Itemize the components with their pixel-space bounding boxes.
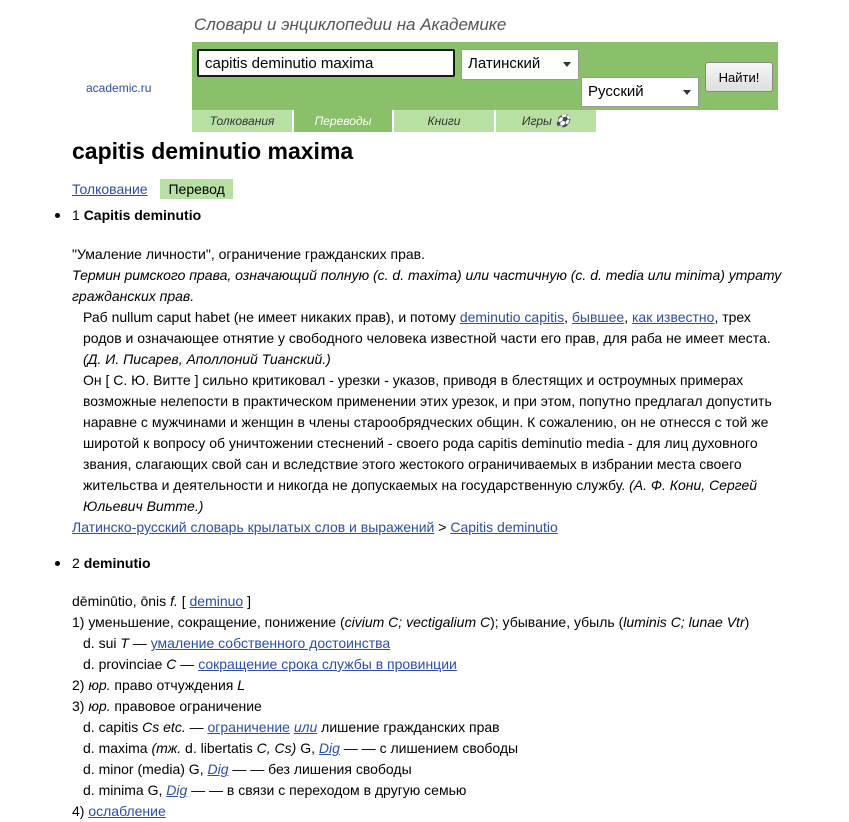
example-line: d. sui T — умаление собственного достоинства xyxy=(83,635,391,651)
chevron-down-icon xyxy=(563,62,571,67)
entries xyxy=(72,205,792,822)
source-article-link[interactable]: Capitis deminutio xyxy=(450,519,558,535)
example-line: d. maxima (тж. d. libertatis C, Cs) G, Dig — — с лишением свободы xyxy=(83,740,519,756)
quote: Он [ С. Ю. Витте ] сильно критиковал - урезки - указов, приводя в блестящих и остроумных примерах возможные нелепости в практическом применении этих урезок, и при этом, попутно предлагал допустить наравне с мужчинами и женщин в члены старообрядческих общин. К сожалению, он не отнесся с той же широтой к вопросу об уничтожении стеснений - своего рода capitis deminutio media - для лиц духовного звания, слагающих свой сан и вследствие этого жестокого ограничиваемых в избрании места своего жительства и деятельности и никогда не допускаемых на государственную службу. (А. Ф. Кони, Сергей Юльевич Витте.) xyxy=(83,372,772,514)
dict-link[interactable]: Dig xyxy=(318,740,340,756)
translation-mode-active: Перевод xyxy=(160,179,232,199)
search-input[interactable] xyxy=(197,49,455,77)
dict-link[interactable]: Dig xyxy=(207,761,229,777)
dict-link[interactable]: deminuo xyxy=(189,593,244,609)
sense-line: 4) ослабление xyxy=(72,803,166,819)
site-tagline: Словари и энциклопедии на Академике xyxy=(194,15,507,34)
quote-author: (А. Ф. Кони, Сергей Юльевич Витте.) xyxy=(83,477,758,514)
entry-title: Capitis deminutio xyxy=(83,207,202,223)
dict-link[interactable]: или xyxy=(293,719,318,735)
search-button[interactable]: Найти! xyxy=(705,62,773,92)
tab-games[interactable]: Игры ⚽ xyxy=(496,110,596,132)
dict-link[interactable]: как известно xyxy=(631,309,715,325)
tab-books[interactable]: Книги xyxy=(394,110,494,132)
dict-link[interactable]: умаление собственного достоинства xyxy=(150,635,391,651)
target-language-select[interactable] xyxy=(581,77,699,107)
interpretation-link[interactable]: Толкование xyxy=(72,181,148,197)
dict-link[interactable]: ограничение xyxy=(207,719,290,735)
source-language-value: Латинский xyxy=(468,55,541,72)
quote-author: (Д. И. Писарев, Аполлоний Тианский.) xyxy=(83,351,331,367)
source-dictionary-link[interactable]: Латинско-русский словарь крылатых слов и выражений xyxy=(72,519,435,535)
sense-line: 1) уменьшение, сокращение, понижение (civium C; vectigalium C); убывание, убыль (luminis C; lunae Vtr) xyxy=(72,614,750,630)
definition: "Умаление личности", ограничение гражданских прав. xyxy=(72,246,425,262)
term-note: Термин римского права, означающий полную (c. d. maxima) или частичную (c. d. media или minima) утрату гражданских прав. xyxy=(72,267,782,304)
example-line: d. minor (media) G, Dig — — без лишения свободы xyxy=(83,761,412,777)
dict-link[interactable]: Dig xyxy=(166,782,188,798)
entry-heading: 1 Capitis deminutio xyxy=(72,205,792,226)
source-language-select[interactable] xyxy=(461,49,579,80)
source-breadcrumb: Латинско-русский словарь крылатых слов и выражений > Capitis deminutio xyxy=(72,519,558,535)
chevron-down-icon xyxy=(683,90,691,95)
dict-link[interactable]: deminutio capitis xyxy=(459,309,565,325)
tab-translations[interactable]: Переводы xyxy=(294,110,392,132)
site-logo[interactable]: academic.ru xyxy=(86,81,152,95)
dict-link[interactable]: ослабление xyxy=(88,803,166,819)
entry-headword: dēminūtio, ōnis f. [ deminuo ] xyxy=(72,593,251,609)
bullet-icon xyxy=(55,213,60,218)
entry-heading: 2 deminutio xyxy=(72,553,792,574)
sense-line: 2) юр. право отчуждения L xyxy=(72,677,246,693)
entry-title: deminutio xyxy=(83,555,151,571)
target-language-value: Русский xyxy=(588,83,644,100)
bullet-icon xyxy=(55,561,60,566)
dict-link[interactable]: бывшее xyxy=(571,309,625,325)
page-title: capitis deminutio maxima xyxy=(72,138,354,164)
example-line: d. provinciae C — сокращение срока службы в провинции xyxy=(83,656,457,672)
example-line: d. capitis Cs etc. — ограничение или лишение гражданских прав xyxy=(83,719,500,735)
quote: Раб nullum caput habet (не имеет никаких прав), и потому deminutio capitis, бывшее, как известно, трех родов и означающее отнятие у свободного человека известной части его прав, для раба не имеет места. (Д. И. Писарев, Аполлоний Тианский.) xyxy=(83,309,771,367)
sense-line: 3) юр. правовое ограничение xyxy=(72,698,262,714)
mode-switch xyxy=(72,179,233,199)
tab-interpretations[interactable]: Толкования xyxy=(192,110,292,132)
example-line: d. minima G, Dig — — в связи с переходом в другую семью xyxy=(83,782,467,798)
dict-link[interactable]: сокращение срока службы в провинции xyxy=(198,656,457,672)
